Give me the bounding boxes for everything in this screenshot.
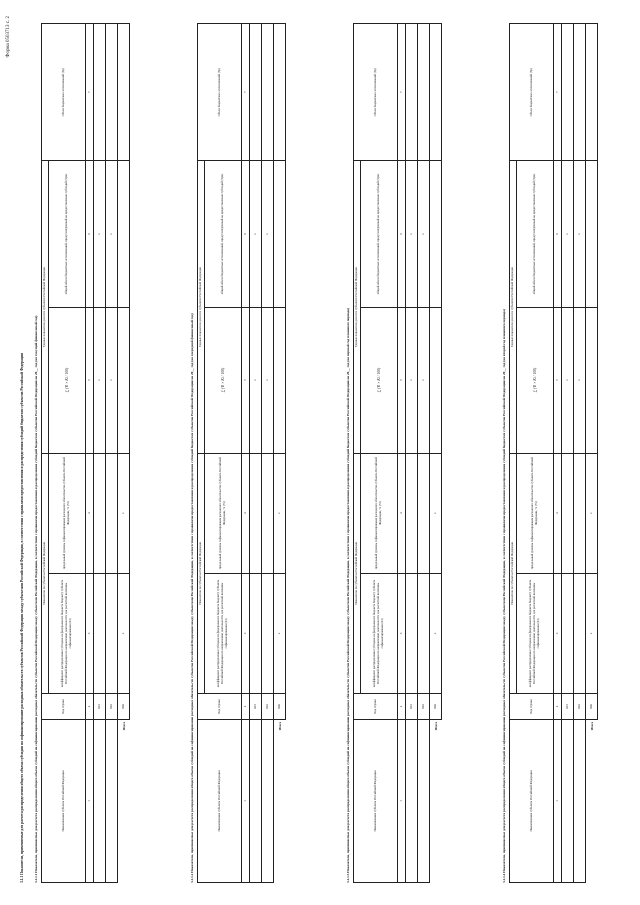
section-heading: 3.1.1.1 Показатели, применяемые для расчета распределения общего объема субсидий на софинансирование расходных обязательств субъектов Российской Федерации между субъектами Российской Федерации, в соответствии с правилами предоставления и распределения субсидий бюджетам субъектов Российской Федерации на 20__ год (на текущий финансовый год) (34, 315, 38, 883)
row-code: 001 (249, 694, 261, 720)
volume-cell (405, 24, 417, 162)
table-row (573, 24, 585, 883)
column-number: 4 (397, 453, 405, 573)
table-row (105, 24, 117, 883)
header-formula: ∑ (Yi × Ki / 100) (360, 307, 397, 453)
header-code: Код строки (510, 694, 554, 720)
coefficient-cell (561, 573, 573, 693)
column-number: 2 (85, 694, 93, 720)
region-name-cell (249, 719, 261, 882)
formula-cell: х (573, 307, 585, 453)
table-row (93, 24, 105, 883)
total-row (117, 24, 129, 883)
total-label: Итого (273, 719, 285, 882)
indicator-table (197, 23, 286, 883)
form-code: Форма 0503713 с. 2 (6, 16, 11, 58)
column-number: 7 (85, 24, 93, 162)
total-coefficient: х (273, 573, 285, 693)
total-volume (585, 24, 597, 162)
row-code: 002 (261, 694, 273, 720)
header-volume: Объем бюджетных ассигнований (Sр) (510, 24, 554, 162)
region-name-cell (405, 719, 417, 882)
total-cofinancing: х (429, 453, 441, 573)
cofinancing-cell (249, 453, 261, 573)
formula-cell: х (105, 307, 117, 453)
column-number: 7 (397, 24, 405, 162)
header-formula: ∑ (Yi × Ki / 100) (204, 307, 241, 453)
header-indicators: Показатели по субъектам Российской Федерации (198, 453, 205, 694)
row-code: 001 (93, 694, 105, 720)
total-coefficient: х (117, 573, 129, 693)
total-row (429, 24, 441, 883)
total-cofinancing: х (117, 453, 129, 573)
total-volume-cell: х (417, 161, 429, 307)
header-coefficient: коэффициент распределения субсидии из федерального бюджета бюджету субъекта Российской Федерации по направлению деятельности для расчетной величины софинансирования (Ki) (516, 573, 553, 693)
region-name-cell (105, 719, 117, 882)
formula-cell: х (417, 307, 429, 453)
cofinancing-cell (573, 453, 585, 573)
header-volume: Объем бюджетных ассигнований (Sр) (42, 24, 86, 162)
column-number: 6 (241, 161, 249, 307)
section-block (190, 23, 286, 883)
cofinancing-cell (105, 453, 117, 573)
coefficient-cell (105, 573, 117, 693)
region-name-cell (93, 719, 105, 882)
formula-cell: х (249, 307, 261, 453)
region-name-cell (561, 719, 573, 882)
column-number: 4 (241, 453, 249, 573)
volume-cell (573, 24, 585, 162)
total-coefficient: х (585, 573, 597, 693)
column-number: 5 (85, 307, 93, 453)
column-number: 1 (397, 719, 405, 882)
formula-cell: х (405, 307, 417, 453)
column-number: 5 (241, 307, 249, 453)
volume-cell (249, 24, 261, 162)
total-formula (273, 307, 285, 453)
column-number: 6 (553, 161, 561, 307)
cofinancing-cell (561, 453, 573, 573)
total-code: 900 (585, 694, 597, 720)
cofinancing-cell (93, 453, 105, 573)
indicator-table (41, 23, 130, 883)
header-total-volume: общий объем бюджетных ассигнований, предусмотренный на предоставление субсидий (Sрн) (204, 161, 241, 307)
table-row (261, 24, 273, 883)
indicator-table (509, 23, 598, 883)
volume-cell (417, 24, 429, 162)
column-number: 2 (397, 694, 405, 720)
coefficient-cell (249, 573, 261, 693)
column-number: 4 (85, 453, 93, 573)
cofinancing-cell (405, 453, 417, 573)
header-indicators: Показатели по субъектам Российской Федерации (354, 453, 361, 694)
total-label: Итого (429, 719, 441, 882)
region-name-cell (573, 719, 585, 882)
total-volume-cell: х (405, 161, 417, 307)
region-name-cell (261, 719, 273, 882)
header-cofinancing: предельный уровень софинансирования расходного обязательства субъекта Российской Федерации, % (Yi) (516, 453, 553, 573)
cofinancing-cell (261, 453, 273, 573)
total-total-volume (429, 161, 441, 307)
total-volume-cell: х (573, 161, 585, 307)
header-coefficient: коэффициент распределения субсидии из федерального бюджета бюджету субъекта Российской Федерации по направлению деятельности для расчетной величины софинансирования (Ki) (360, 573, 397, 693)
cofinancing-cell (417, 453, 429, 573)
total-volume (429, 24, 441, 162)
table-row (561, 24, 573, 883)
header-cofinancing: предельный уровень софинансирования расходного обязательства субъекта Российской Федерации, % (Yi) (360, 453, 397, 573)
total-total-volume (117, 161, 129, 307)
column-number: 2 (241, 694, 249, 720)
section-heading: 3.1.1.4 Показатели, применяемые для расчета распределения общего объема субсидий на софинансирование расходных обязательств субъектов Российской Федерации между субъектами Российской Федерации, в соответствии с правилами предоставления и распределения субсидий бюджетам субъектов Российской Федерации на 20__ год (на второй год планового периода) (502, 309, 506, 883)
total-code: 900 (429, 694, 441, 720)
formula-cell: х (261, 307, 273, 453)
column-number: 6 (397, 161, 405, 307)
total-total-volume (585, 161, 597, 307)
header-common: Единые показатели для всех субъектов Российской Федерации (198, 161, 205, 453)
volume-cell (561, 24, 573, 162)
total-cofinancing: х (585, 453, 597, 573)
section-heading: 3.1.1.3 Показатели, применяемые для расчета распределения общего объема субсидий на софинансирование расходных обязательств субъектов Российской Федерации между субъектами Российской Федерации, в соответствии с правилами предоставления и распределения субсидий бюджетам субъектов Российской Федерации на 20__ год (на первый год планового периода) (346, 307, 350, 883)
formula-cell: х (93, 307, 105, 453)
coefficient-cell (261, 573, 273, 693)
coefficient-cell (405, 573, 417, 693)
column-number: 4 (553, 453, 561, 573)
total-volume-cell: х (261, 161, 273, 307)
column-number: 1 (241, 719, 249, 882)
section-block (502, 23, 598, 883)
row-code: 002 (105, 694, 117, 720)
column-number: 3 (553, 573, 561, 693)
total-formula (585, 307, 597, 453)
header-total-volume: общий объем бюджетных ассигнований, предусмотренный на предоставление субсидий (Sрн) (48, 161, 85, 307)
row-code: 002 (573, 694, 585, 720)
indicator-table (353, 23, 442, 883)
header-total-volume: общий объем бюджетных ассигнований, предусмотренный на предоставление субсидий (Sрн) (360, 161, 397, 307)
row-code: 001 (405, 694, 417, 720)
coefficient-cell (93, 573, 105, 693)
header-name: Наименование субъекта Российской Федерации (198, 719, 242, 882)
header-volume: Объем бюджетных ассигнований (Sр) (198, 24, 242, 162)
total-volume (117, 24, 129, 162)
header-name: Наименование субъекта Российской Федерации (42, 719, 86, 882)
total-row (585, 24, 597, 883)
column-number: 5 (397, 307, 405, 453)
header-total-volume: общий объем бюджетных ассигнований, предусмотренный на предоставление субсидий (Sрн) (516, 161, 553, 307)
header-volume: Объем бюджетных ассигнований (Sр) (354, 24, 398, 162)
total-coefficient: х (429, 573, 441, 693)
column-number: 3 (241, 573, 249, 693)
header-indicators: Показатели по субъектам Российской Федерации (42, 453, 49, 694)
column-number: 3 (397, 573, 405, 693)
document-title: 3.1.1 Показатели, применяемые для расчета распределения общего объема субсидии на софинансирование расходных обязательств субъектов Российской Федерации между субъектами Российской Федерации, в соответствии с правилами предоставления и распределения субсидий бюджетам субъектов Российской Федерации (20, 352, 24, 883)
column-number: 7 (553, 24, 561, 162)
total-volume (273, 24, 285, 162)
total-label: Итого (585, 719, 597, 882)
total-volume-cell: х (105, 161, 117, 307)
section-heading: 3.1.1.2 Показатели, применяемые для расчета распределения общего объема субсидий на софинансирование расходных обязательств субъектов Российской Федерации между субъектами Российской Федерации, в соответствии с правилами предоставления и распределения субсидий бюджетам субъектов Российской Федерации на 20__ год (на очередной финансовый год) (190, 313, 194, 883)
column-number: 2 (553, 694, 561, 720)
total-volume-cell: х (93, 161, 105, 307)
header-code: Код строки (198, 694, 242, 720)
total-formula (429, 307, 441, 453)
volume-cell (261, 24, 273, 162)
total-volume-cell: х (249, 161, 261, 307)
header-name: Наименование субъекта Российской Федерации (510, 719, 554, 882)
total-total-volume (273, 161, 285, 307)
header-coefficient: коэффициент распределения субсидии из федерального бюджета бюджету субъекта Российской Федерации по направлению деятельности для расчетной величины софинансирования (Ki) (48, 573, 85, 693)
total-row (273, 24, 285, 883)
header-indicators: Показатели по субъектам Российской Федерации (510, 453, 517, 694)
section-block (346, 23, 442, 883)
header-cofinancing: предельный уровень софинансирования расходного обязательства субъекта Российской Федерации, % (Yi) (204, 453, 241, 573)
column-number: 7 (241, 24, 249, 162)
column-number: 1 (85, 719, 93, 882)
header-code: Код строки (42, 694, 86, 720)
total-volume-cell: х (561, 161, 573, 307)
header-coefficient: коэффициент распределения субсидии из федерального бюджета бюджету субъекта Российской Федерации по направлению деятельности для расчетной величины софинансирования (Ki) (204, 573, 241, 693)
table-row (417, 24, 429, 883)
row-code: 001 (561, 694, 573, 720)
total-label: Итого (117, 719, 129, 882)
header-common: Единые показатели для всех субъектов Российской Федерации (354, 161, 361, 453)
header-cofinancing: предельный уровень софинансирования расходного обязательства субъекта Российской Федерации, % (Yi) (48, 453, 85, 573)
region-name-cell (417, 719, 429, 882)
header-formula: ∑ (Yi × Ki / 100) (516, 307, 553, 453)
table-row (249, 24, 261, 883)
section-block (34, 23, 130, 883)
total-code: 900 (273, 694, 285, 720)
volume-cell (93, 24, 105, 162)
header-code: Код строки (354, 694, 398, 720)
total-cofinancing: х (273, 453, 285, 573)
formula-cell: х (561, 307, 573, 453)
header-name: Наименование субъекта Российской Федерации (354, 719, 398, 882)
total-code: 900 (117, 694, 129, 720)
column-number: 5 (553, 307, 561, 453)
table-row (405, 24, 417, 883)
total-formula (117, 307, 129, 453)
volume-cell (105, 24, 117, 162)
header-formula: ∑ (Yi × Ki / 100) (48, 307, 85, 453)
header-common: Единые показатели для всех субъектов Российской Федерации (510, 161, 517, 453)
column-number: 3 (85, 573, 93, 693)
column-number: 6 (85, 161, 93, 307)
row-code: 002 (417, 694, 429, 720)
coefficient-cell (417, 573, 429, 693)
coefficient-cell (573, 573, 585, 693)
header-common: Единые показатели для всех субъектов Российской Федерации (42, 161, 49, 453)
column-number: 1 (553, 719, 561, 882)
